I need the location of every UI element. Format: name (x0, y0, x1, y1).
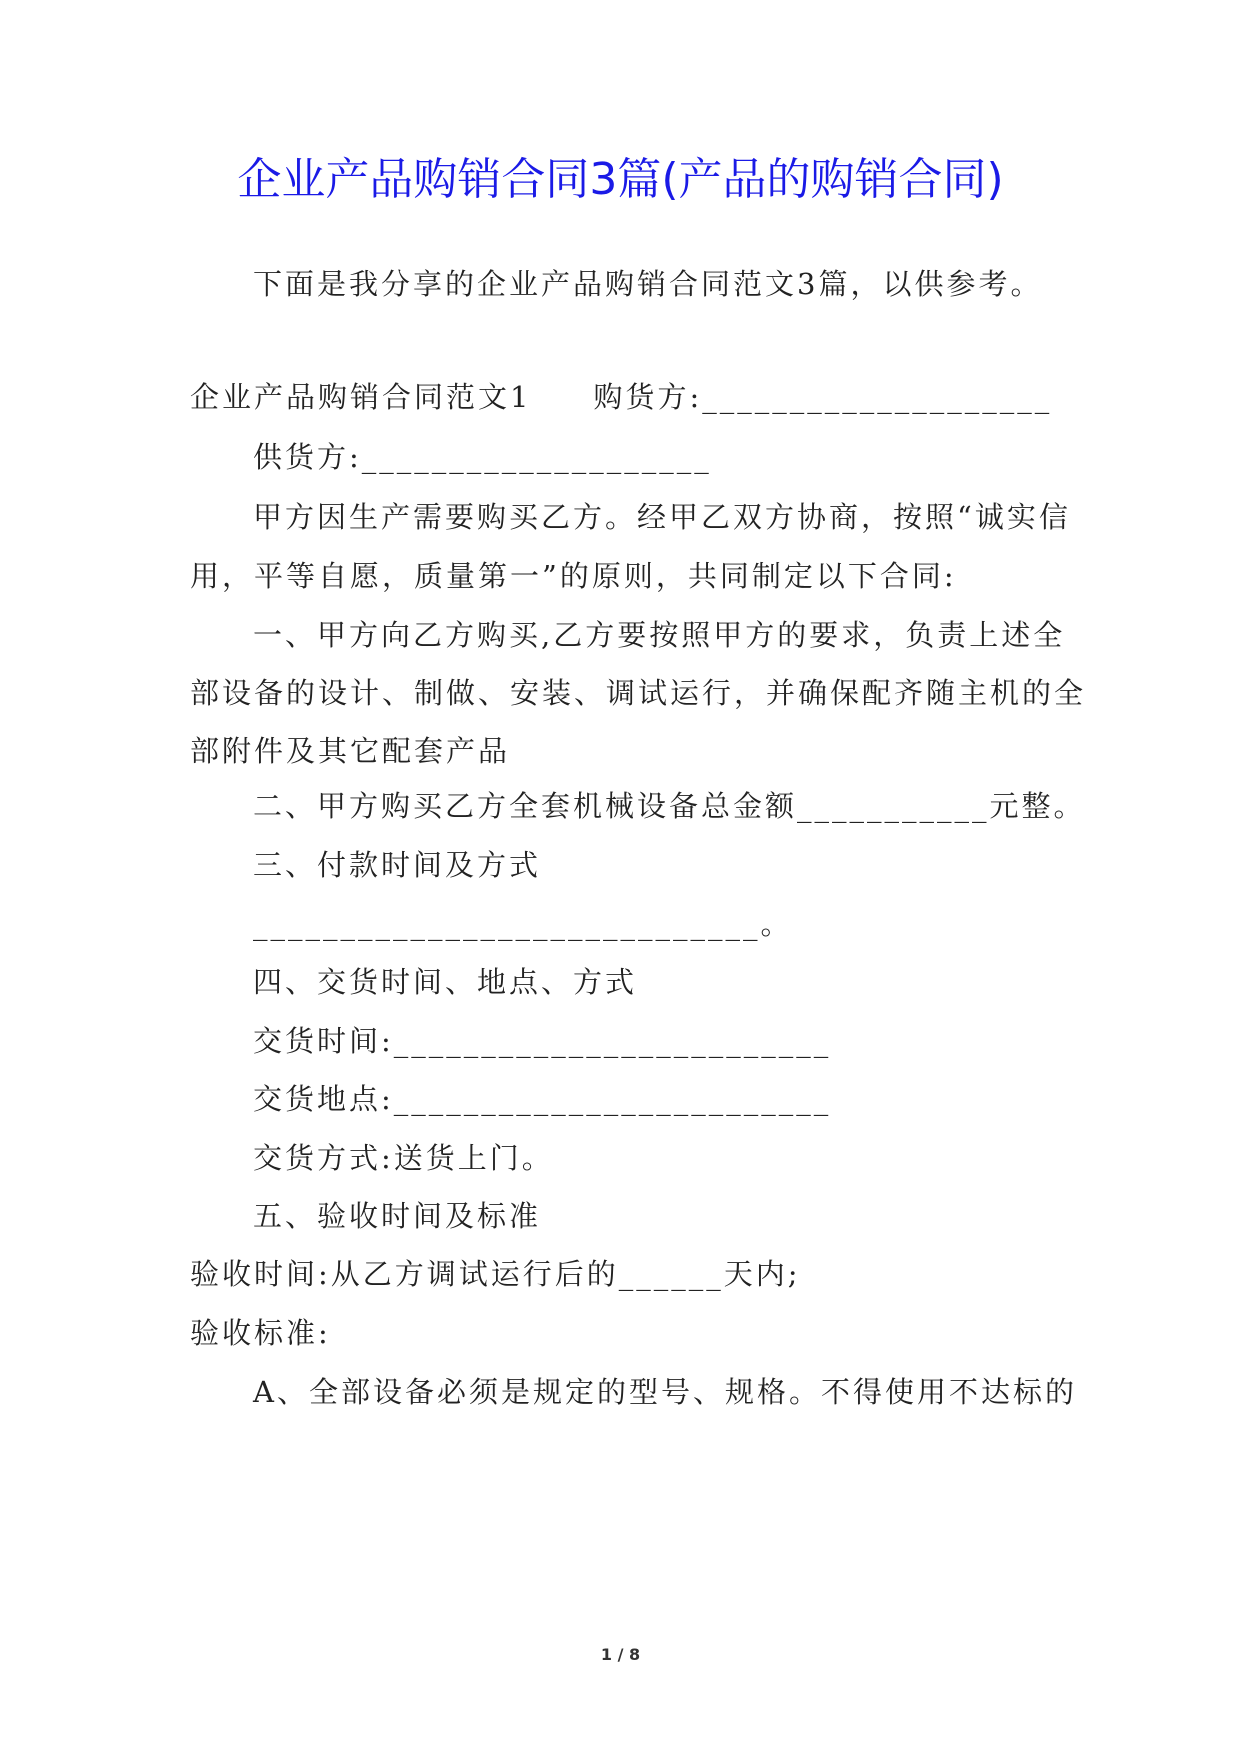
clause-4-heading: 四、交货时间、地点、方式 (253, 965, 638, 999)
clause-1-line: 部设备的设计、制做、安装、调试运行，并确保配齐随主机的全 (190, 676, 1087, 710)
clause-3-blank: _____________________________。 (253, 907, 793, 941)
section-heading: 企业产品购销合同范文1 (190, 380, 532, 414)
inspection-time-field: 验收时间:从乙方调试运行后的______天内; (190, 1257, 801, 1291)
delivery-method-field: 交货方式:送货上门。 (253, 1141, 554, 1175)
inspection-standard-label: 验收标准: (190, 1316, 331, 1350)
supplier-field: 供货方:____________________ (253, 440, 712, 474)
paragraph-line: 甲方因生产需要购买乙方。经甲乙双方协商，按照“诚实信 (253, 500, 1071, 534)
intro-paragraph: 下面是我分享的企业产品购销合同范文3篇，以供参考。 (253, 267, 1043, 301)
clause-1-line: 一、甲方向乙方购买,乙方要按照甲方的要求，负责上述全 (253, 618, 1066, 652)
buyer-field: 购货方:____________________ (593, 380, 1053, 414)
paragraph-line: 用，平等自愿，质量第一”的原则，共同制定以下合同: (190, 559, 957, 593)
page-number: 1 / 8 (600, 1645, 641, 1664)
delivery-place-field: 交货地点:_________________________ (253, 1082, 832, 1116)
delivery-time-field: 交货时间:_________________________ (253, 1024, 832, 1058)
clause-2: 二、甲方购买乙方全套机械设备总金额___________元整。 (253, 789, 1086, 823)
clause-3-heading: 三、付款时间及方式 (253, 848, 542, 882)
standard-a-line: A、全部设备必须是规定的型号、规格。不得使用不达标的 (253, 1375, 1077, 1409)
section-heading-row (190, 377, 1052, 417)
document-title: 企业产品购销合同3篇(产品的购销合同) (237, 154, 1004, 205)
clause-5-heading: 五、验收时间及标准 (253, 1199, 542, 1233)
clause-1-line: 部附件及其它配套产品 (190, 734, 511, 768)
